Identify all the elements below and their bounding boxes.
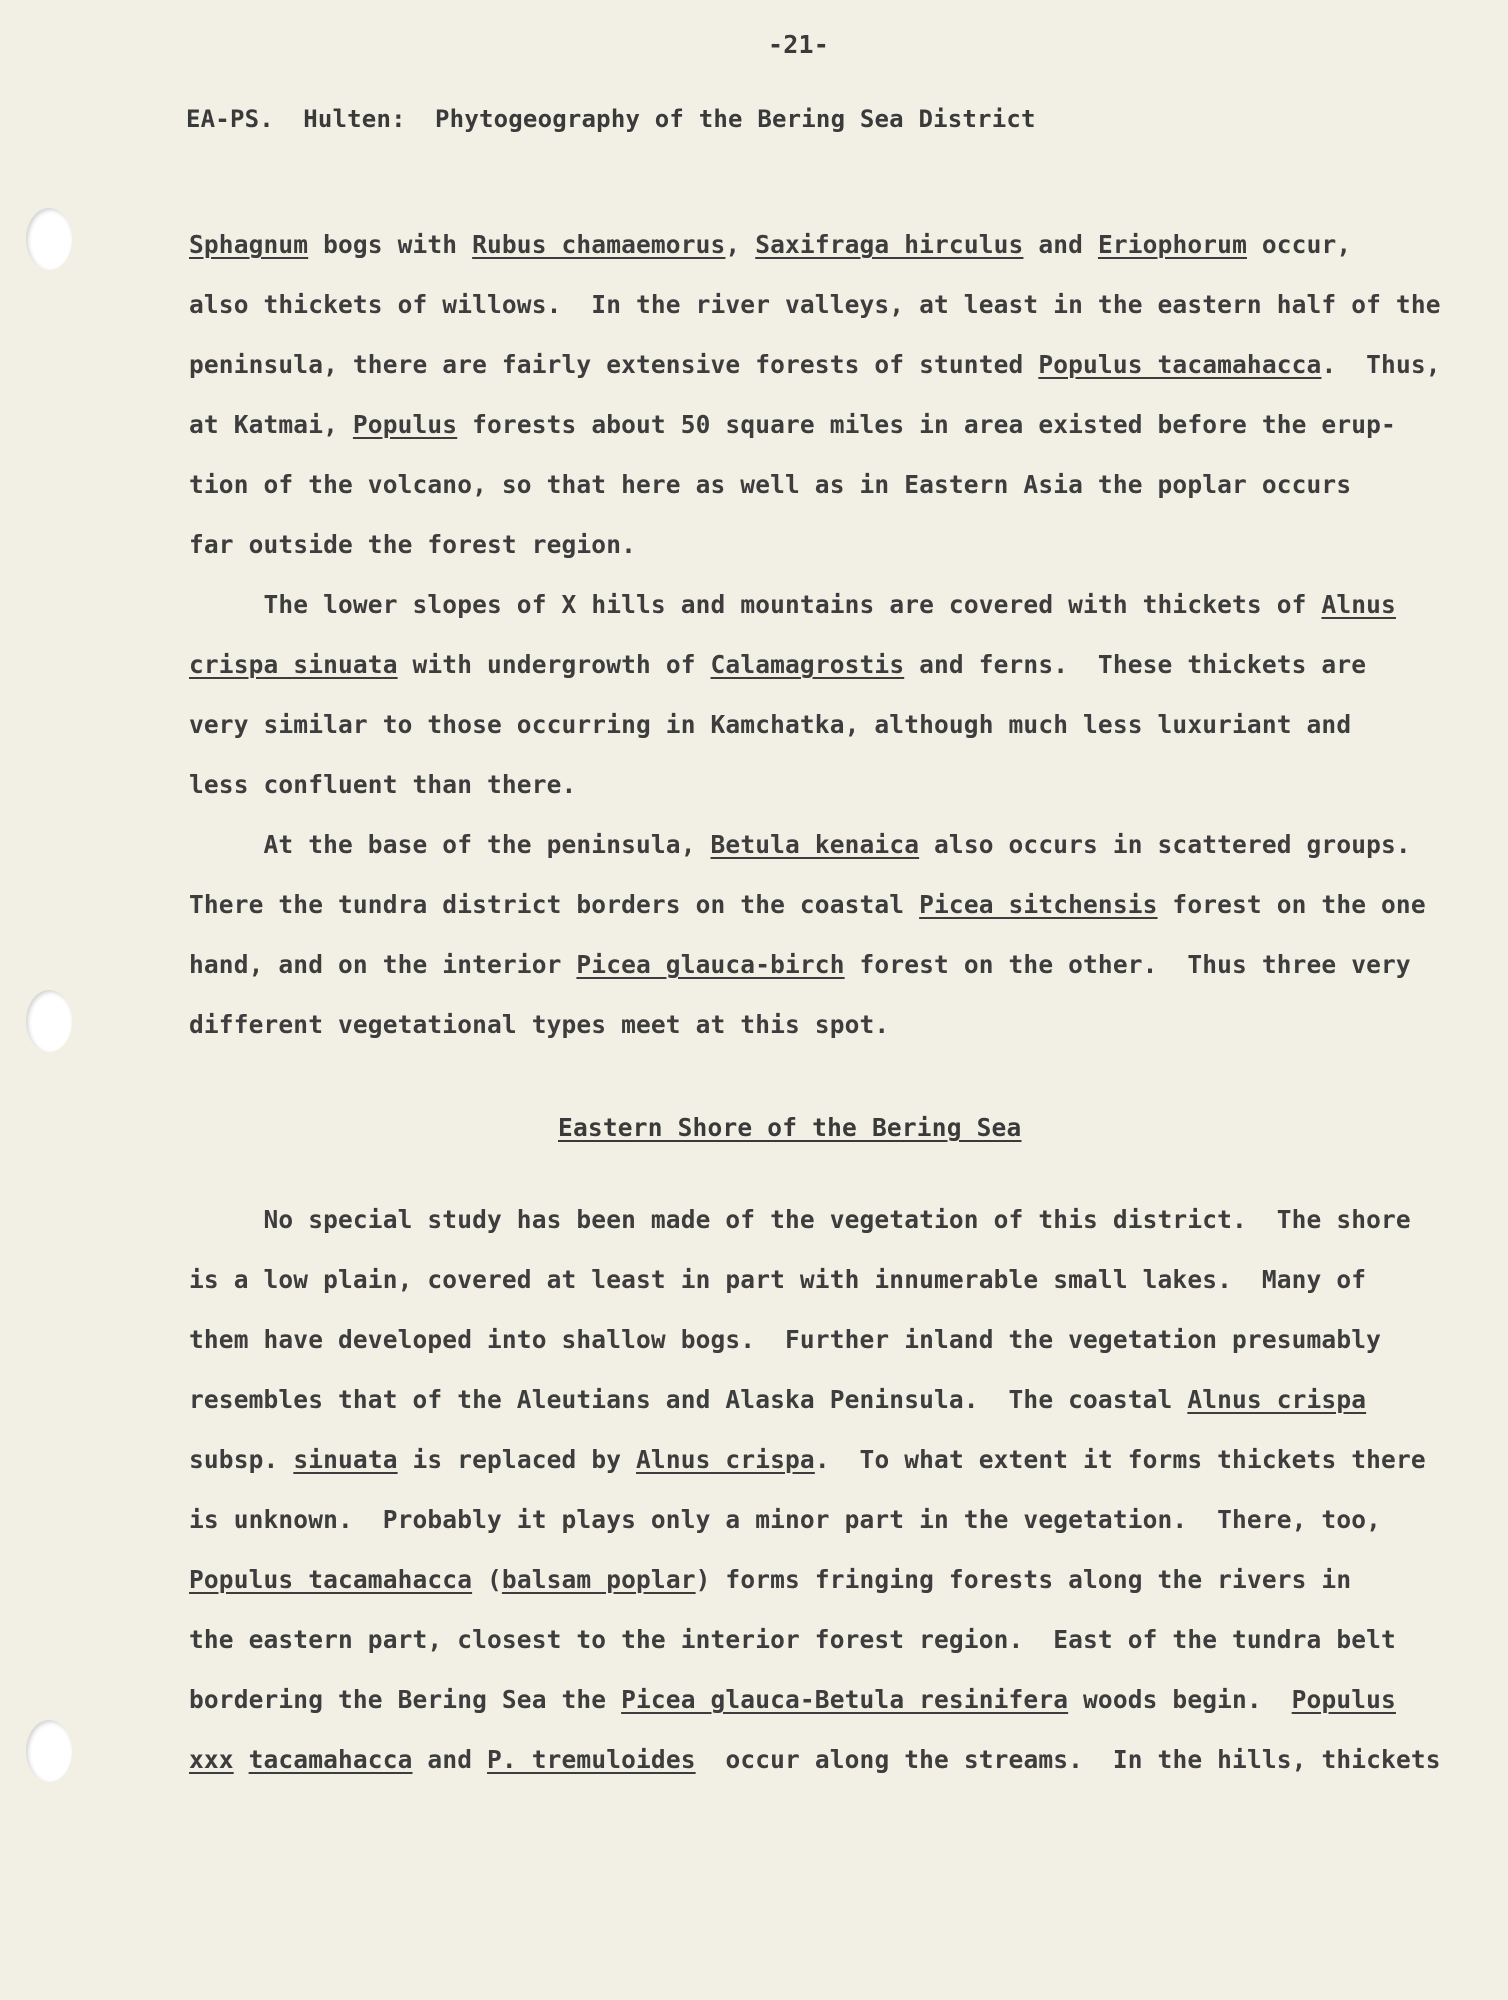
text-span: occur, (1246, 230, 1352, 259)
text-span: woods begin. (1068, 1685, 1292, 1714)
text-line (189, 1565, 1351, 1594)
text-span: is a low plain, covered at least in part with innumerable small lakes. Many of (189, 1265, 1367, 1294)
underlined-term: tacamahacca (248, 1745, 413, 1774)
text-span (234, 1745, 249, 1774)
text-span: different vegetational types meet at this spot. (189, 1010, 890, 1039)
underlined-term: Alnus (1321, 590, 1396, 619)
text-span: bogs with (308, 230, 473, 259)
page-number: -21- (768, 30, 830, 59)
underlined-term: Picea glauca-Betula resinifera (621, 1685, 1069, 1714)
text-line (189, 1625, 1396, 1654)
text-span: them have developed into shallow bogs. Further inland the vegetation presumably (189, 1325, 1382, 1354)
underlined-term: Populus (352, 410, 458, 439)
text-span: subsp. (189, 1445, 294, 1474)
underlined-term: Picea sitchensis (919, 890, 1158, 919)
text-line (189, 950, 1411, 979)
running-header: EA-PS. Hulten: Phytogeography of the Bering Sea District (186, 105, 1036, 133)
underlined-term: xxx (189, 1745, 234, 1774)
text-line (189, 470, 1351, 499)
text-span: less confluent than there. (189, 770, 577, 799)
text-span: resembles that of the Aleutians and Alaska Peninsula. The coastal (189, 1385, 1188, 1414)
text-span: with undergrowth of (397, 650, 711, 679)
text-line (189, 1505, 1381, 1534)
text-line (189, 530, 636, 559)
underlined-term: Rubus chamaemorus (472, 230, 726, 259)
text-span: hand, and on the interior (189, 950, 577, 979)
text-line (189, 230, 1351, 259)
underlined-term: Eriophorum (1097, 230, 1247, 259)
underlined-term: Alnus crispa (1187, 1385, 1367, 1414)
underlined-term: Populus tacamahacca (189, 1565, 473, 1594)
text-line (189, 650, 1366, 679)
text-span: and (412, 1745, 488, 1774)
text-span: ( (472, 1565, 502, 1594)
text-line (189, 590, 1396, 619)
text-line (189, 290, 1441, 319)
text-span: is replaced by (397, 1445, 637, 1474)
text-span: the eastern part, closest to the interior forest region. East of the tundra belt (189, 1625, 1396, 1654)
text-line (189, 1385, 1366, 1414)
punch-hole-top (26, 208, 72, 270)
text-line (189, 770, 576, 799)
text-line (189, 1265, 1366, 1294)
text-span: No special study has been made of the vegetation of this district. The shore (189, 1205, 1411, 1234)
underlined-term: Saxifraga hirculus (755, 230, 1024, 259)
text-line (189, 1445, 1426, 1474)
text-span: . Thus, (1321, 350, 1441, 379)
text-span: very similar to those occurring in Kamchatka, although much less luxuriant and (189, 710, 1352, 739)
text-line (189, 410, 1396, 439)
text-span: , (725, 230, 756, 259)
text-span: tion of the volcano, so that here as well as in Eastern Asia the poplar occurs (189, 470, 1352, 499)
text-span: far outside the forest region. (189, 530, 637, 559)
text-span: forest on the other. Thus three very (844, 950, 1411, 979)
text-span: occur along the streams. In the hills, thickets (695, 1745, 1441, 1774)
text-span: At the base of the peninsula, (189, 830, 711, 859)
underlined-term: Calamagrostis (710, 650, 905, 679)
underlined-term: Populus (1291, 1685, 1396, 1714)
text-line (189, 1745, 1441, 1774)
text-line (189, 890, 1426, 919)
underlined-term: Populus tacamahacca (1038, 350, 1322, 379)
text-span: hills and mountains are covered with thickets of (576, 590, 1322, 619)
punch-hole-middle (26, 990, 72, 1052)
underlined-term: crispa sinuata (189, 650, 398, 679)
text-line (189, 1325, 1381, 1354)
text-span: . To what extent it forms thickets there (814, 1445, 1426, 1474)
text-span: There the tundra district borders on the coastal (189, 890, 920, 919)
text-span: forests about 50 square miles in area existed before the erup- (457, 410, 1396, 439)
underlined-term: P. tremuloides (487, 1745, 696, 1774)
section-heading: Eastern Shore of the Bering Sea (558, 1113, 1022, 1142)
text-line (189, 1685, 1396, 1714)
text-span: X (561, 590, 577, 619)
text-span: peninsula, there are fairly extensive forests of stunted (189, 350, 1039, 379)
text-span: and ferns. These thickets are (904, 650, 1367, 679)
underlined-term: Sphagnum (189, 230, 309, 259)
text-span: at Katmai, (189, 410, 353, 439)
underlined-term: balsam poplar (501, 1565, 696, 1594)
text-line (189, 830, 1411, 859)
underlined-term: Picea glauca-birch (576, 950, 845, 979)
text-line (189, 710, 1351, 739)
text-span: and (1023, 230, 1098, 259)
punch-hole-bottom (26, 1720, 72, 1782)
text-span: ) forms fringing forests along the rivers in (695, 1565, 1352, 1594)
text-span: forest on the one (1157, 890, 1426, 919)
text-span: is unknown. Probably it plays only a minor part in the vegetation. There, too, (189, 1505, 1382, 1534)
underlined-term: Alnus crispa (636, 1445, 815, 1474)
text-span: also thickets of willows. In the river valleys, at least in the eastern half of the (189, 290, 1441, 319)
text-line (189, 1205, 1411, 1234)
underlined-term: Betula kenaica (710, 830, 920, 859)
text-line (189, 1010, 889, 1039)
text-span: The lower slopes of (189, 590, 562, 619)
underlined-term: sinuata (293, 1445, 398, 1474)
text-span: bordering the Bering Sea the (189, 1685, 622, 1714)
text-span: also occurs in scattered groups. (919, 830, 1411, 859)
text-line (189, 350, 1441, 379)
